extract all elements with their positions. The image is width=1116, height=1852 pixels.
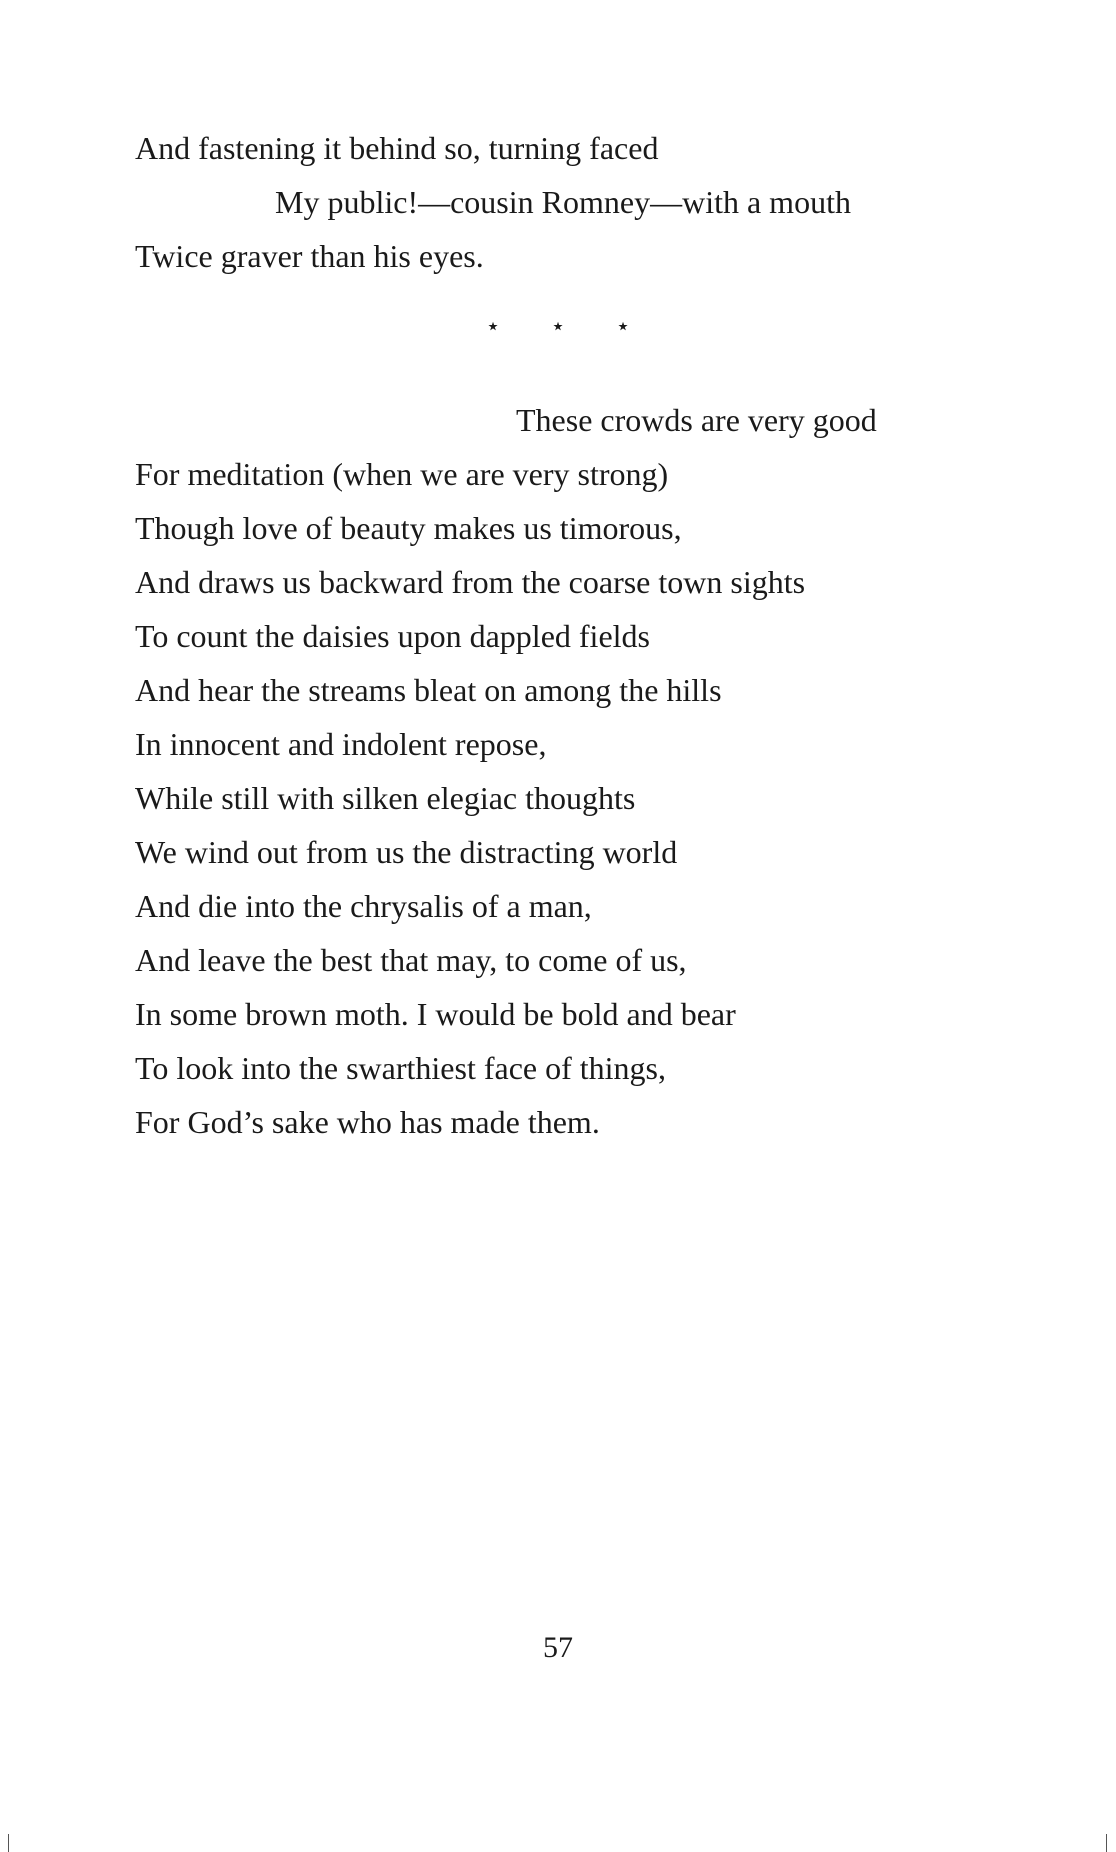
section-break-stars: ⋆ ⋆ ⋆	[485, 314, 653, 340]
verse-line: We wind out from us the distracting world	[135, 834, 678, 870]
verse-line: And draws us backward from the coarse town sights	[135, 564, 806, 600]
crop-mark-right	[1106, 1834, 1107, 1852]
verse-line: While still with silken elegiac thoughts	[135, 780, 636, 816]
verse-line: And leave the best that may, to come of us,	[135, 942, 687, 978]
verse-line: To look into the swarthiest face of things,	[135, 1050, 666, 1086]
verse-line-indented: These crowds are very good	[516, 402, 877, 438]
verse-line: To count the daisies upon dappled fields	[135, 618, 650, 654]
page-number: 57	[543, 1631, 573, 1664]
verse-line: Twice graver than his eyes.	[135, 238, 484, 274]
verse-line: For meditation (when we are very strong)	[135, 456, 669, 492]
verse-line: And die into the chrysalis of a man,	[135, 888, 592, 924]
verse-line: And fastening it behind so, turning faced	[135, 130, 659, 166]
verse-line-indented: My public!—cousin Romney—with a mouth	[275, 184, 851, 220]
verse-line: And hear the streams bleat on among the hills	[135, 672, 722, 708]
verse-line: Though love of beauty makes us timorous,	[135, 510, 682, 546]
crop-mark-left	[8, 1834, 9, 1852]
verse-line: For God’s sake who has made them.	[135, 1104, 600, 1140]
verse-line: In some brown moth. I would be bold and bear	[135, 996, 736, 1032]
verse-line: In innocent and indolent repose,	[135, 726, 547, 762]
